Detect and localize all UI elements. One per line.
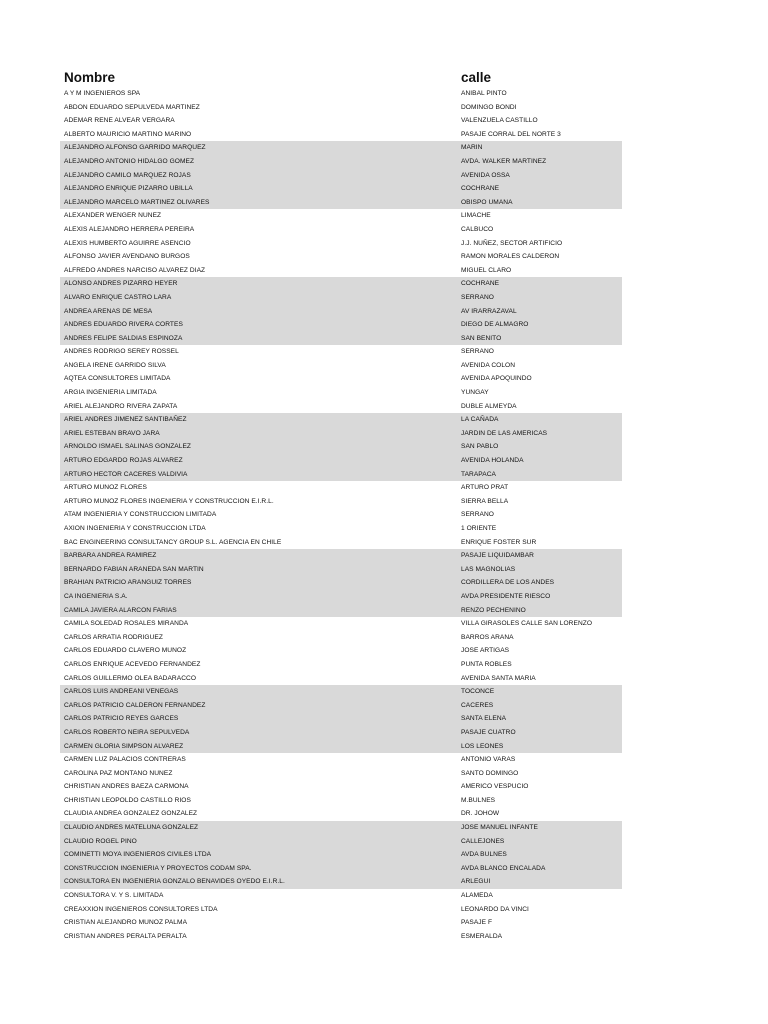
- cell-calle: PUNTA ROBLES: [461, 660, 512, 668]
- cell-nombre: CAMILA JAVIERA ALARCON FARIAS: [64, 606, 177, 614]
- table-row: [60, 576, 622, 590]
- cell-nombre: ALEJANDRO ENRIQUE PIZARRO UBILLA: [64, 185, 193, 193]
- cell-nombre: CAROLINA PAZ MONTANO NUNEZ: [64, 769, 173, 777]
- table-row: [60, 699, 622, 713]
- cell-calle: CACERES: [461, 701, 494, 709]
- cell-calle: ARLEGUI: [461, 878, 491, 886]
- cell-calle: AV IRARRAZAVAL: [461, 307, 517, 315]
- table-row: [60, 345, 622, 359]
- cell-calle: COCHRANE: [461, 185, 500, 193]
- cell-calle: SAN PABLO: [461, 443, 499, 451]
- table-row: [60, 454, 622, 468]
- cell-calle: DOMINGO BONDI: [461, 103, 517, 111]
- cell-calle: AVDA. WALKER MARTINEZ: [461, 157, 547, 165]
- cell-calle: AVENIDA HOLANDA: [461, 457, 524, 465]
- table-row: [60, 889, 622, 903]
- column-header-nombre: Nombre: [64, 70, 116, 85]
- table-row: [60, 400, 622, 414]
- cell-nombre: ALEXIS ALEJANDRO HERRERA PEREIRA: [64, 225, 195, 233]
- table-row: [60, 413, 622, 427]
- table-row: [60, 440, 622, 454]
- table-row: [60, 101, 622, 115]
- cell-nombre: ANGELA IRENE GARRIDO SILVA: [64, 361, 166, 369]
- cell-calle: AVDA BLANCO ENCALADA: [461, 864, 546, 872]
- cell-nombre: CARLOS EDUARDO CLAVERO MUNOZ: [64, 647, 187, 655]
- table-row: [60, 794, 622, 808]
- cell-nombre: CONSULTORA EN INGENIERIA GONZALO BENAVIDES OYEDO E.I.R.L.: [64, 878, 285, 886]
- cell-nombre: CRISTIAN ALEJANDRO MUNOZ PALMA: [64, 919, 188, 927]
- table-row: [60, 522, 622, 536]
- table-row: [60, 835, 622, 849]
- cell-nombre: ALFREDO ANDRES NARCISO ALVAREZ DIAZ: [64, 266, 206, 274]
- cell-nombre: CARLOS PATRICIO REYES GARCES: [64, 715, 179, 723]
- table-row: [60, 237, 622, 251]
- table-row: [60, 740, 622, 754]
- cell-calle: SANTA ELENA: [461, 715, 507, 723]
- cell-nombre: CARMEN GLORIA SIMPSON ALVAREZ: [64, 742, 184, 750]
- cell-nombre: CARLOS PATRICIO CALDERON FERNANDEZ: [64, 701, 206, 709]
- table-row: [60, 672, 622, 686]
- table-row: [60, 658, 622, 672]
- cell-calle: RENZO PECHENINO: [461, 606, 526, 614]
- cell-nombre: ANDRES RODRIGO SEREY ROSSEL: [64, 348, 179, 356]
- cell-calle: JOSE ARTIGAS: [461, 647, 510, 655]
- cell-nombre: BRAHIAN PATRICIO ARANGUIZ TORRES: [64, 579, 192, 587]
- cell-calle: CORDILLERA DE LOS ANDES: [461, 579, 555, 587]
- table-row: [60, 848, 622, 862]
- cell-calle: MIGUEL CLARO: [461, 266, 512, 274]
- table-row: [60, 821, 622, 835]
- document-table: [60, 68, 622, 943]
- cell-calle: DUBLE ALMEYDA: [461, 402, 517, 410]
- cell-calle: M.BULNES: [461, 796, 496, 804]
- table-row: [60, 196, 622, 210]
- cell-calle: SERRANO: [461, 293, 494, 301]
- cell-calle: DR. JOHOW: [461, 810, 500, 818]
- cell-calle: ESMERALDA: [461, 932, 503, 940]
- cell-calle: JOSE MANUEL INFANTE: [461, 824, 538, 832]
- table-row: [60, 930, 622, 944]
- cell-nombre: ALEXIS HUMBERTO AGUIRRE ASENCIO: [64, 239, 191, 247]
- table-row: [60, 182, 622, 196]
- cell-calle: VALENZUELA CASTILLO: [461, 117, 538, 125]
- cell-nombre: ALEXANDER WENGER NUNEZ: [64, 212, 162, 220]
- cell-nombre: ALONSO ANDRES PIZARRO HEYER: [64, 280, 178, 288]
- cell-nombre: CARLOS ENRIQUE ACEVEDO FERNANDEZ: [64, 660, 201, 668]
- cell-nombre: ANDRES EDUARDO RIVERA CORTES: [64, 321, 183, 329]
- table-row: [60, 128, 622, 142]
- cell-calle: SANTO DOMINGO: [461, 769, 519, 777]
- cell-calle: DIEGO DE ALMAGRO: [461, 321, 529, 329]
- table-row: [60, 685, 622, 699]
- table-row: [60, 549, 622, 563]
- cell-nombre: ARIEL ANDRES JIMENEZ SANTIBAÑEZ: [64, 416, 187, 424]
- table-row: [60, 250, 622, 264]
- cell-calle: AVENIDA APOQUINDO: [461, 375, 532, 383]
- table-row: [60, 780, 622, 794]
- cell-nombre: CAMILA SOLEDAD ROSALES MIRANDA: [64, 620, 189, 628]
- cell-nombre: CA INGENIERIA S.A.: [64, 592, 128, 600]
- cell-calle: AVDA BULNES: [461, 851, 507, 859]
- cell-nombre: CARLOS GUILLERMO OLEA BADARACCO: [64, 674, 196, 682]
- cell-nombre: CARLOS LUIS ANDREANI VENEGAS: [64, 688, 179, 696]
- cell-nombre: ARTURO EDGARDO ROJAS ALVAREZ: [64, 457, 183, 465]
- table-row: [60, 223, 622, 237]
- cell-nombre: COMINETTI MOYA INGENIEROS CIVILES LTDA: [64, 851, 212, 859]
- cell-nombre: ALBERTO MAURICIO MARTINO MARINO: [64, 130, 192, 138]
- cell-calle: RAMON MORALES CALDERON: [461, 253, 560, 261]
- table-row: [60, 563, 622, 577]
- cell-calle: ANTONIO VARAS: [461, 756, 516, 764]
- cell-calle: AVENIDA OSSA: [461, 171, 510, 179]
- cell-nombre: ARTURO MUNOZ FLORES INGENIERIA Y CONSTRUCCION E.I.R.L.: [64, 497, 274, 505]
- cell-nombre: ALEJANDRO ANTONIO HIDALGO GOMEZ: [64, 157, 195, 165]
- cell-calle: AVENIDA SANTA MARIA: [461, 674, 536, 682]
- cell-calle: YUNGAY: [461, 389, 489, 397]
- cell-nombre: CRISTIAN ANDRES PERALTA PERALTA: [64, 932, 187, 940]
- cell-nombre: A Y M INGENIEROS SPA: [64, 90, 141, 97]
- table-row: [60, 372, 622, 386]
- table-row: [60, 87, 622, 101]
- cell-calle: VILLA GIRASOLES CALLE SAN LORENZO: [461, 620, 593, 628]
- table-row: [60, 604, 622, 618]
- table-row: [60, 141, 622, 155]
- table-row: [60, 644, 622, 658]
- cell-nombre: BARBARA ANDREA RAMIREZ: [64, 552, 157, 560]
- cell-nombre: BAC ENGINEERING CONSULTANCY GROUP S.L. AGENCIA EN CHILE: [64, 538, 282, 546]
- table-row: [60, 114, 622, 128]
- cell-calle: ALAMEDA: [461, 892, 493, 900]
- table-row: [60, 318, 622, 332]
- cell-calle: PASAJE CUATRO: [461, 728, 516, 736]
- cell-calle: OBISPO UMANA: [461, 198, 513, 206]
- table-row: [60, 209, 622, 223]
- cell-nombre: CARLOS ARRATIA RODRIGUEZ: [64, 633, 163, 641]
- cell-calle: AVDA PRESIDENTE RIESCO: [461, 592, 551, 600]
- table-body: [60, 87, 622, 943]
- table-row: [60, 590, 622, 604]
- table-row: [60, 903, 622, 917]
- cell-nombre: ARNOLDO ISMAEL SALINAS GONZALEZ: [64, 443, 191, 451]
- cell-nombre: ARTURO MUNOZ FLORES: [64, 484, 147, 492]
- cell-calle: SERRANO: [461, 348, 494, 356]
- table-row: [60, 264, 622, 278]
- table-row: [60, 753, 622, 767]
- cell-calle: 1 ORIENTE: [461, 525, 497, 532]
- cell-calle: CALBUCO: [461, 225, 494, 233]
- cell-nombre: ALEJANDRO ALFONSO GARRIDO MARQUEZ: [64, 144, 206, 152]
- table-row: [60, 508, 622, 522]
- table-row: [60, 427, 622, 441]
- cell-calle: PASAJE CORRAL DEL NORTE 3: [461, 130, 561, 138]
- cell-calle: ENRIQUE FOSTER SUR: [461, 538, 537, 546]
- cell-calle: LEONARDO DA VINCI: [461, 905, 529, 913]
- cell-calle: COCHRANE: [461, 280, 500, 288]
- table-row: [60, 916, 622, 930]
- table-row: [60, 617, 622, 631]
- cell-nombre: ARIEL ALEJANDRO RIVERA ZAPATA: [64, 402, 178, 410]
- cell-calle: BARROS ARANA: [461, 633, 514, 641]
- cell-calle: AVENIDA COLON: [461, 361, 516, 369]
- cell-nombre: CLAUDIA ANDREA GONZALEZ GONZALEZ: [64, 810, 198, 818]
- cell-calle: ANIBAL PINTO: [461, 90, 507, 97]
- table-row: [60, 277, 622, 291]
- cell-nombre: CONSULTORA V. Y S. LIMITADA: [64, 892, 164, 900]
- table-row: [60, 155, 622, 169]
- table-row: [60, 631, 622, 645]
- cell-nombre: ALVARO ENRIQUE CASTRO LARA: [64, 293, 172, 301]
- table-row: [60, 536, 622, 550]
- cell-calle: SIERRA BELLA: [461, 497, 509, 505]
- table-row: [60, 712, 622, 726]
- cell-calle: SAN BENITO: [461, 334, 502, 342]
- cell-nombre: AQTEA CONSULTORES LIMITADA: [64, 375, 171, 383]
- cell-nombre: BERNARDO FABIAN ARANEDA SAN MARTIN: [64, 565, 204, 573]
- cell-nombre: AXION INGENIERIA Y CONSTRUCCION LTDA: [64, 525, 206, 532]
- column-header-calle: calle: [461, 70, 492, 85]
- table-row: [60, 726, 622, 740]
- cell-calle: J.J. NUÑEZ, SECTOR ARTIFICIO: [461, 239, 563, 247]
- cell-calle: PASAJE F: [461, 919, 493, 927]
- cell-nombre: CHRISTIAN ANDRES BAEZA CARMONA: [64, 783, 189, 791]
- cell-nombre: ARIEL ESTEBAN BRAVO JARA: [64, 429, 160, 437]
- cell-calle: AMERICO VESPUCIO: [461, 783, 529, 791]
- cell-calle: CALLEJONES: [461, 837, 505, 845]
- table-row: [60, 386, 622, 400]
- table-header: [60, 68, 622, 87]
- cell-nombre: CARMEN LUZ PALACIOS CONTRERAS: [64, 756, 186, 764]
- cell-calle: LAS MAGNOLIAS: [461, 565, 516, 573]
- table-row: [60, 767, 622, 781]
- cell-nombre: ALEJANDRO MARCELO MARTINEZ OLIVARES: [64, 198, 210, 206]
- table-row: [60, 862, 622, 876]
- table-row: [60, 169, 622, 183]
- cell-nombre: ANDRES FELIPE SALDIAS ESPINOZA: [64, 334, 183, 342]
- table-row: [60, 807, 622, 821]
- table-row: [60, 495, 622, 509]
- cell-nombre: ATAM INGENIERIA Y CONSTRUCCION LIMITADA: [64, 511, 217, 519]
- cell-nombre: CLAUDIO ROGEL PINO: [64, 837, 137, 845]
- cell-nombre: CHRISTIAN LEOPOLDO CASTILLO RIOS: [64, 796, 191, 804]
- cell-calle: LIMACHE: [461, 212, 491, 220]
- cell-calle: SERRANO: [461, 511, 494, 519]
- cell-nombre: ABDON EDUARDO SEPULVEDA MARTINEZ: [64, 103, 200, 111]
- cell-calle: MARIN: [461, 144, 483, 152]
- table-row: [60, 332, 622, 346]
- cell-calle: JARDIN DE LAS AMERICAS: [461, 429, 548, 437]
- table-row: [60, 481, 622, 495]
- cell-nombre: ANDREA ARENAS DE MESA: [64, 307, 153, 315]
- table-row: [60, 291, 622, 305]
- table-row: [60, 359, 622, 373]
- table-row: [60, 875, 622, 889]
- cell-calle: ARTURO PRAT: [461, 484, 509, 492]
- cell-nombre: CREAXXION INGENIEROS CONSULTORES LTDA: [64, 905, 218, 913]
- table-row: [60, 468, 622, 482]
- cell-calle: LOS LEONES: [461, 742, 504, 750]
- cell-nombre: ARTURO HECTOR CACERES VALDIVIA: [64, 470, 188, 478]
- cell-calle: LA CAÑADA: [461, 416, 499, 424]
- cell-nombre: ADEMAR RENE ALVEAR VERGARA: [64, 117, 175, 125]
- cell-calle: PASAJE LIQUIDAMBAR: [461, 552, 534, 560]
- cell-nombre: CONSTRUCCION INGENIERIA Y PROYECTOS CODAM SPA.: [64, 864, 252, 872]
- cell-calle: TARAPACA: [461, 470, 496, 478]
- cell-nombre: CLAUDIO ANDRES MATELUNA GONZALEZ: [64, 824, 199, 832]
- cell-nombre: CARLOS ROBERTO NEIRA SEPULVEDA: [64, 728, 190, 736]
- cell-nombre: ALEJANDRO CAMILO MARQUEZ ROJAS: [64, 171, 191, 179]
- cell-calle: TOCONCE: [461, 688, 495, 696]
- table-row: [60, 305, 622, 319]
- cell-nombre: ALFONSO JAVIER AVENDANO BURGOS: [64, 253, 190, 261]
- cell-nombre: ARGIA INGENIERIA LIMITADA: [64, 389, 157, 397]
